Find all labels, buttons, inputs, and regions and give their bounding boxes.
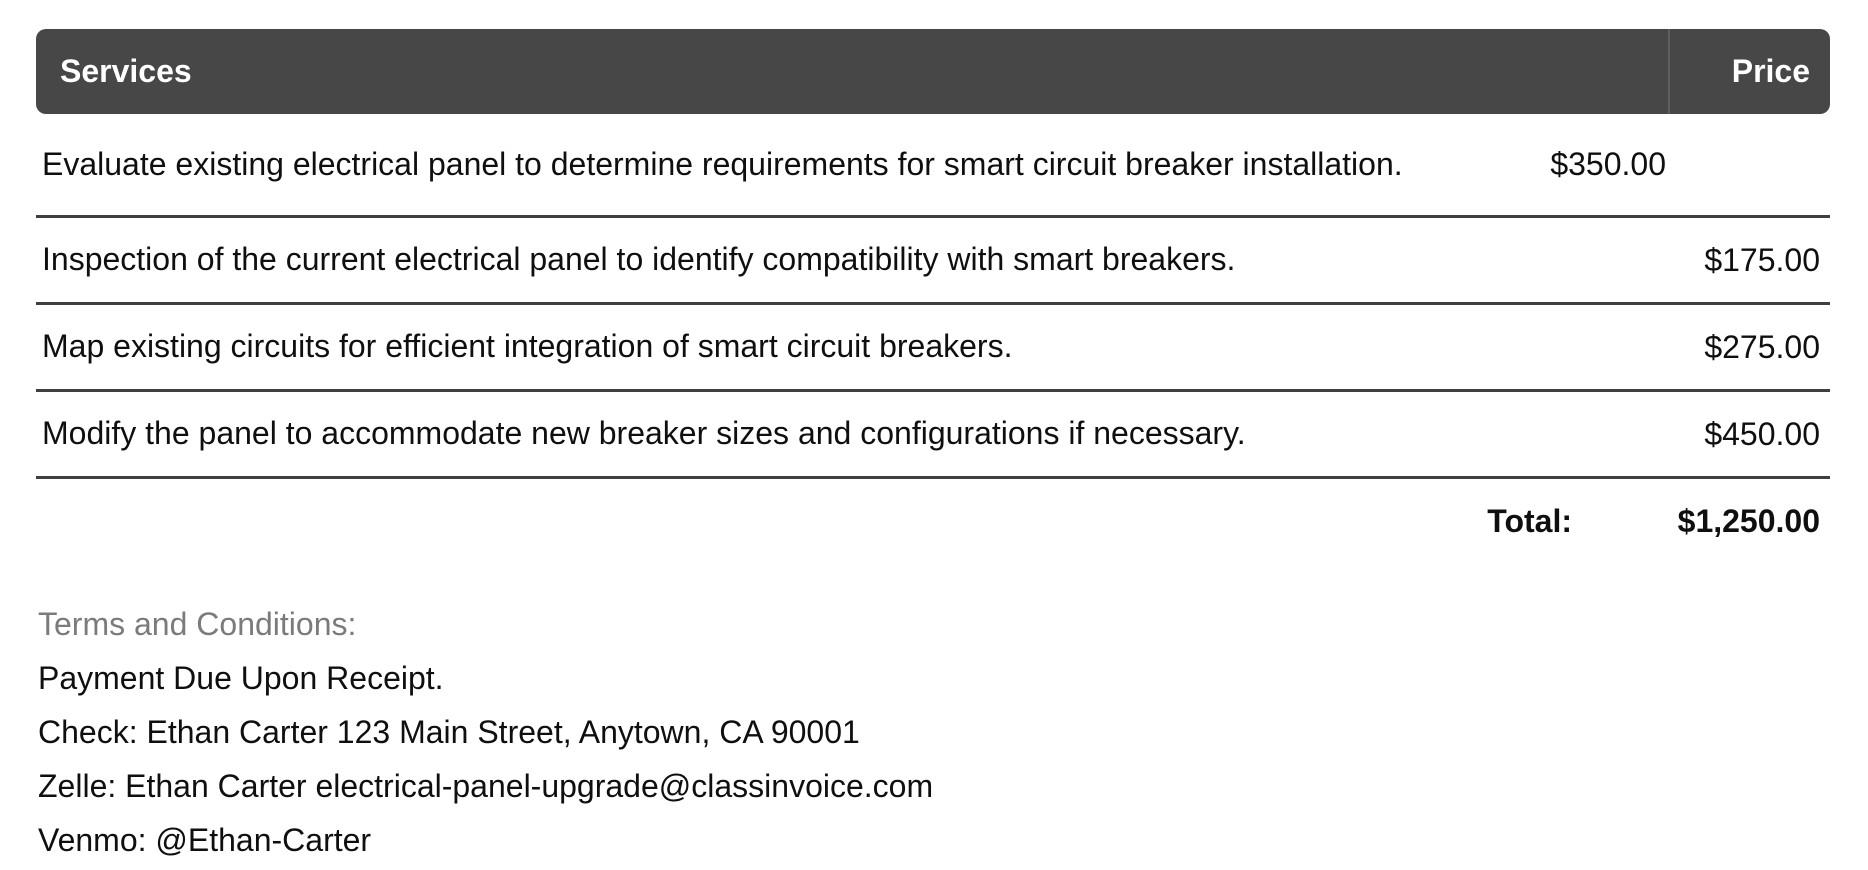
services-table — [36, 29, 1830, 563]
service-description: Modify the panel to accommodate new breaker sizes and configurations if necessary. — [42, 415, 1246, 452]
service-price: $175.00 — [1704, 241, 1820, 278]
table-row — [36, 114, 1830, 218]
table-row — [36, 218, 1830, 305]
terms-line-zelle: Zelle: Ethan Carter electrical-panel-upgrade@classinvoice.com — [38, 767, 934, 804]
service-price: $450.00 — [1704, 415, 1820, 452]
price-column-header: Price — [1668, 29, 1830, 114]
table-row — [36, 305, 1830, 392]
service-price: $275.00 — [1704, 328, 1820, 365]
total-row — [36, 479, 1830, 563]
table-row — [36, 392, 1830, 479]
table-header-row — [36, 29, 1830, 114]
service-description: Inspection of the current electrical panel to identify compatibility with smart breakers. — [42, 241, 1236, 278]
service-price: $350.00 — [1550, 146, 1666, 182]
service-description: Map existing circuits for efficient integration of smart circuit breakers. — [42, 328, 1013, 365]
total-label: Total: — [1487, 502, 1572, 539]
service-description: Evaluate existing electrical panel to determine requirements for smart circuit breaker installation. — [42, 145, 1403, 182]
services-column-header: Services — [60, 53, 192, 89]
terms-section — [36, 597, 1830, 867]
terms-line-payment: Payment Due Upon Receipt. — [38, 659, 444, 696]
terms-line-check: Check: Ethan Carter 123 Main Street, Anytown, CA 90001 — [38, 713, 860, 750]
terms-line-venmo: Venmo: @Ethan-Carter — [38, 821, 372, 858]
terms-heading: Terms and Conditions: — [38, 605, 357, 642]
total-value: $1,250.00 — [1677, 502, 1820, 539]
